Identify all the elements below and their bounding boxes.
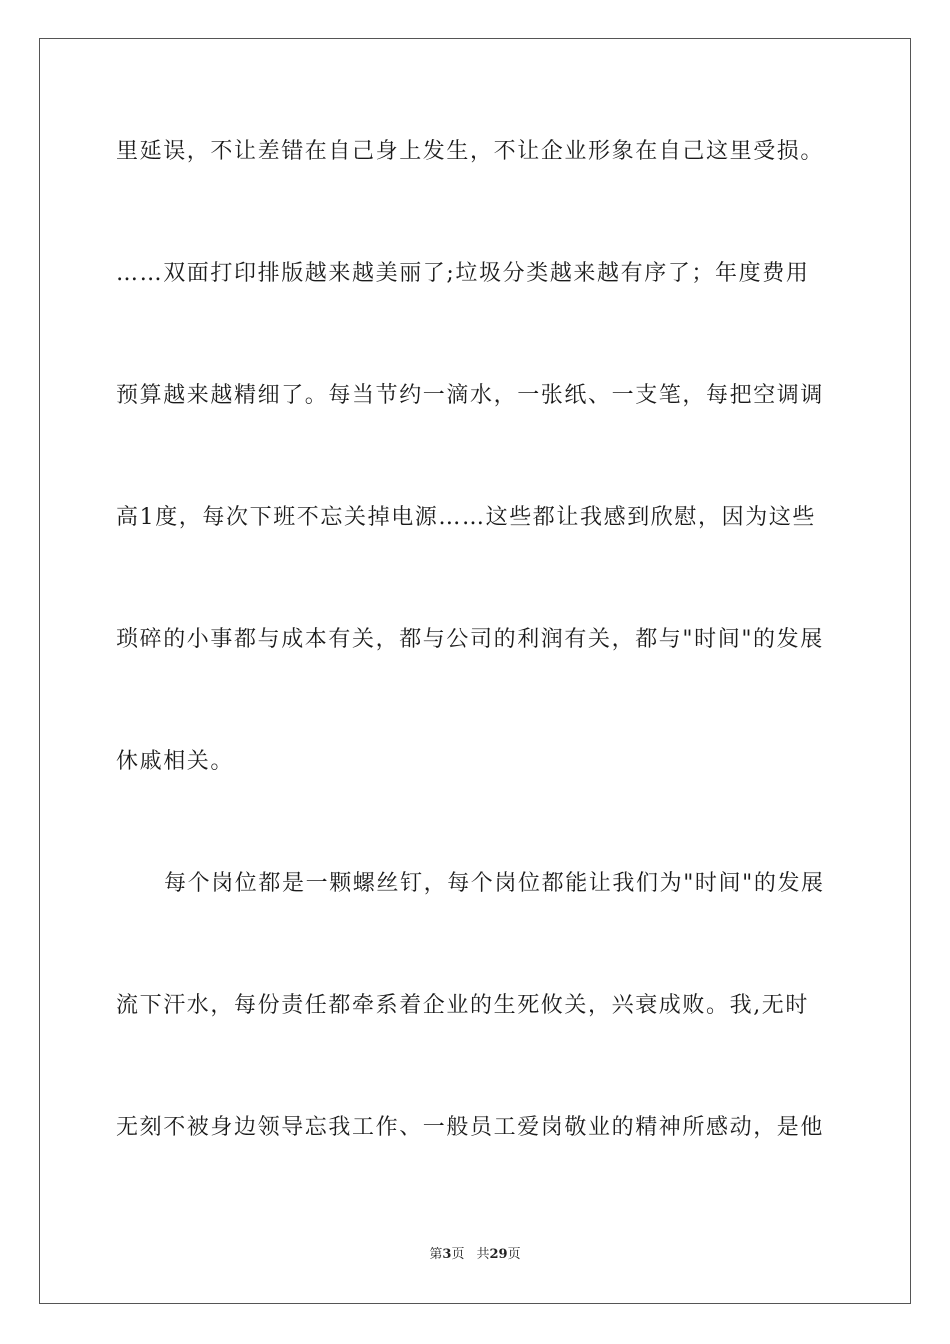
body-line-4: 高1度，每次下班不忘关掉电源……这些都让我感到欣慰，因为这些	[116, 505, 816, 530]
footer-total-prefix: 共	[476, 1247, 490, 1262]
body-line-1: 里延误，不让差错在自己身上发生，不让企业形象在自己这里受损。	[116, 139, 825, 164]
footer-page-total: 29	[489, 1247, 508, 1262]
body-line-9: 无刻不被身边领导忘我工作、一般员工爱岗敬业的精神所感动，是他	[116, 1115, 825, 1140]
body-line-6: 休戚相关。	[116, 749, 235, 774]
body-line-3: 预算越来越精细了。每当节约一滴水，一张纸、一支笔，每把空调调	[116, 383, 825, 408]
body-line-8: 流下汗水，每份责任都牵系着企业的生死攸关，兴衰成败。我,无时	[116, 993, 809, 1018]
body-line-5: 琐碎的小事都与成本有关，都与公司的利润有关，都与"时间"的发展	[116, 627, 824, 652]
footer-page-suffix: 页	[451, 1247, 465, 1262]
page-footer	[0, 1246, 950, 1264]
footer-page-prefix: 第	[429, 1247, 443, 1262]
footer-page-current: 3	[442, 1247, 452, 1262]
body-line-7-paragraph-start: 每个岗位都是一颗螺丝钉，每个岗位都能让我们为"时间"的发展	[164, 871, 825, 896]
footer-total-suffix: 页	[507, 1247, 521, 1262]
body-line-2: ……双面打印排版越来越美丽了;垃圾分类越来越有序了；年度费用	[116, 261, 810, 286]
